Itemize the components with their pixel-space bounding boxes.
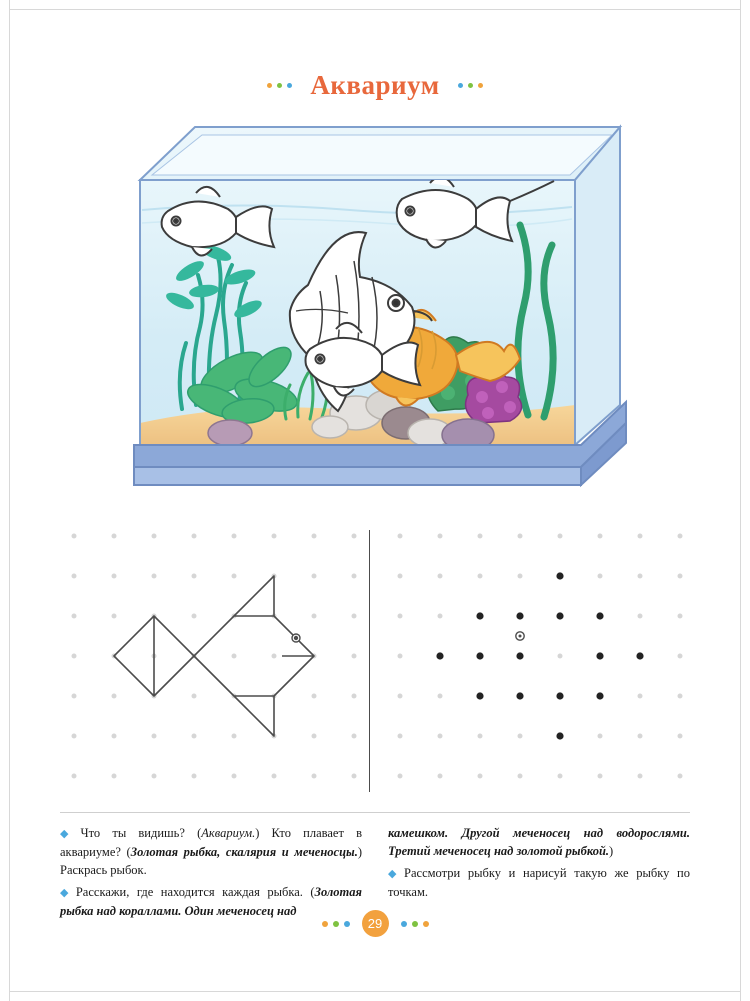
page-border-left	[9, 0, 10, 1001]
aquarium-illustration	[120, 105, 630, 515]
footer-decor-dots-left	[322, 921, 350, 927]
instruction-answer-4: камешком. Другой меченосец над водорослями. Третий меченосец над золотой рыбкой.	[388, 826, 690, 859]
instruction-text-1: Что ты видишь? (	[80, 826, 202, 840]
instruction-answer-2: Золотая рыбка, скалярия и меченосцы.	[130, 844, 358, 859]
instruction-paragraph	[60, 824, 362, 879]
footer-decor-dots-right	[401, 921, 429, 927]
decor-dot-icon	[333, 921, 339, 927]
page-border-bottom	[9, 991, 741, 992]
bullet-icon: ◆	[388, 868, 402, 881]
instruction-text-6: Рассмотри рыбку и нарисуй такую же рыбку по точкам.	[388, 866, 690, 900]
aquarium-side-glass	[575, 127, 620, 445]
page-title: Аквариум	[310, 70, 440, 100]
decor-dot-icon	[412, 921, 418, 927]
decor-dot-icon	[468, 83, 473, 88]
instruction-text-5: )	[609, 844, 614, 859]
page-border-right	[740, 0, 741, 1001]
decor-dot-icon	[401, 921, 407, 927]
instruction-text-4: Расскажи, где находится каждая рыбка. (	[75, 885, 315, 900]
instruction-text-3: ) Раскрась рыбок.	[60, 844, 362, 878]
page-number-badge: 29	[362, 910, 389, 937]
target-dots	[436, 572, 643, 739]
decor-dot-icon	[344, 921, 350, 927]
decor-dot-icon	[322, 921, 328, 927]
decor-dot-icon	[458, 83, 463, 88]
exercise-divider	[369, 530, 370, 792]
instruction-paragraph	[388, 864, 690, 901]
aquarium-lid	[140, 127, 620, 180]
page-title-row	[0, 70, 750, 101]
decor-dot-icon	[267, 83, 272, 88]
instruction-answer-3: Золотая рыбка над кораллами. Один меченосец над	[60, 885, 362, 919]
sample-fish-outline	[114, 576, 314, 736]
instruction-text-2: ) Кто плавает в аквариуме? (	[60, 826, 362, 859]
text-separator-rule	[60, 812, 690, 813]
title-decor-dots-left	[267, 83, 292, 88]
bullet-icon: ◆	[60, 887, 73, 900]
title-decor-dots-right	[458, 83, 483, 88]
instruction-answer-1: Аквариум.	[201, 826, 256, 840]
decor-dot-icon	[423, 921, 429, 927]
bullet-icon: ◆	[60, 828, 78, 840]
dot-grid-exercise	[60, 520, 690, 810]
grid-dots	[72, 534, 683, 779]
page-footer	[0, 910, 750, 937]
instruction-paragraph	[388, 824, 690, 860]
decor-dot-icon	[287, 83, 292, 88]
page-border-top	[9, 9, 741, 10]
decor-dot-icon	[277, 83, 282, 88]
decor-dot-icon	[478, 83, 483, 88]
